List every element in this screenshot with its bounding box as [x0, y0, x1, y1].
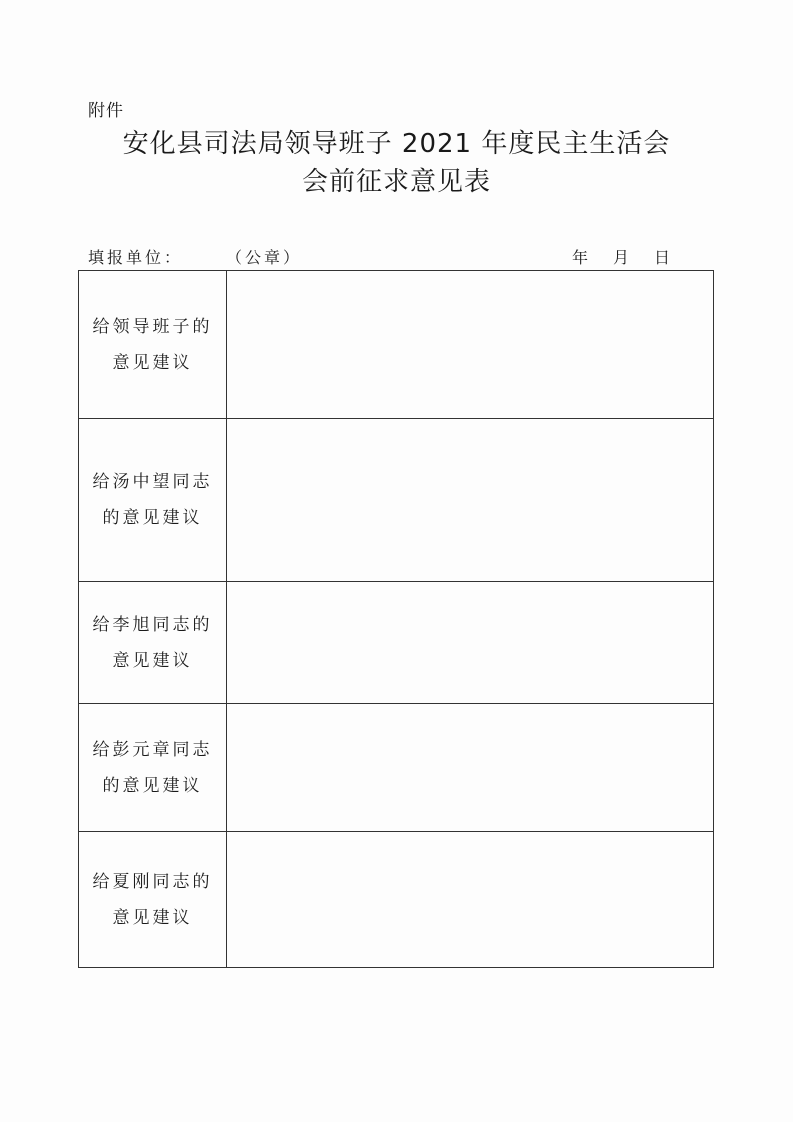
opinion-input-xia-gang[interactable]	[227, 832, 713, 967]
row-label-line: 给汤中望同志	[92, 472, 213, 492]
date-day-label: 日	[654, 248, 674, 267]
table-row	[79, 581, 713, 703]
row-label-line: 意见建议	[112, 907, 193, 928]
date-field	[572, 245, 673, 268]
table-row	[79, 831, 713, 967]
date-year-label: 年	[572, 248, 592, 267]
row-label-line: 给李旭同志的	[92, 614, 213, 635]
opinion-form-table	[78, 270, 714, 968]
table-row	[79, 418, 713, 581]
row-label-line: 意见建议	[112, 650, 193, 671]
row-label-line: 给领导班子的	[92, 316, 213, 337]
opinion-input-peng-yuanzhang[interactable]	[227, 704, 713, 831]
table-row	[79, 703, 713, 831]
official-seal-placeholder: （公章）	[226, 248, 303, 267]
document-title-line-1: 安化县司法局领导班子 2021 年度民主生活会	[122, 129, 671, 159]
row-label-line: 的意见建议	[102, 775, 203, 796]
row-label-xia-gang	[79, 832, 227, 967]
row-label-line: 给夏刚同志的	[92, 871, 213, 892]
date-month-label: 月	[613, 248, 633, 267]
row-label-line: 意见建议	[112, 352, 193, 373]
opinion-input-li-xu[interactable]	[227, 582, 713, 703]
row-label-peng-yuanzhang	[79, 704, 227, 831]
row-label-line: 给彭元章同志	[92, 739, 213, 760]
opinion-input-tang-zhongwang[interactable]	[227, 419, 713, 581]
row-label-tang-zhongwang	[79, 419, 227, 581]
reporting-unit-label: 填报单位：	[88, 248, 184, 267]
row-label-line: 的意见建议	[102, 508, 203, 528]
attachment-label: 附件	[88, 101, 124, 121]
table-row	[79, 271, 713, 418]
row-label-leadership-team	[79, 271, 227, 418]
row-label-li-xu	[79, 582, 227, 703]
document-title-line-2: 会前征求意见表	[301, 167, 491, 197]
opinion-input-leadership-team[interactable]	[227, 271, 713, 418]
